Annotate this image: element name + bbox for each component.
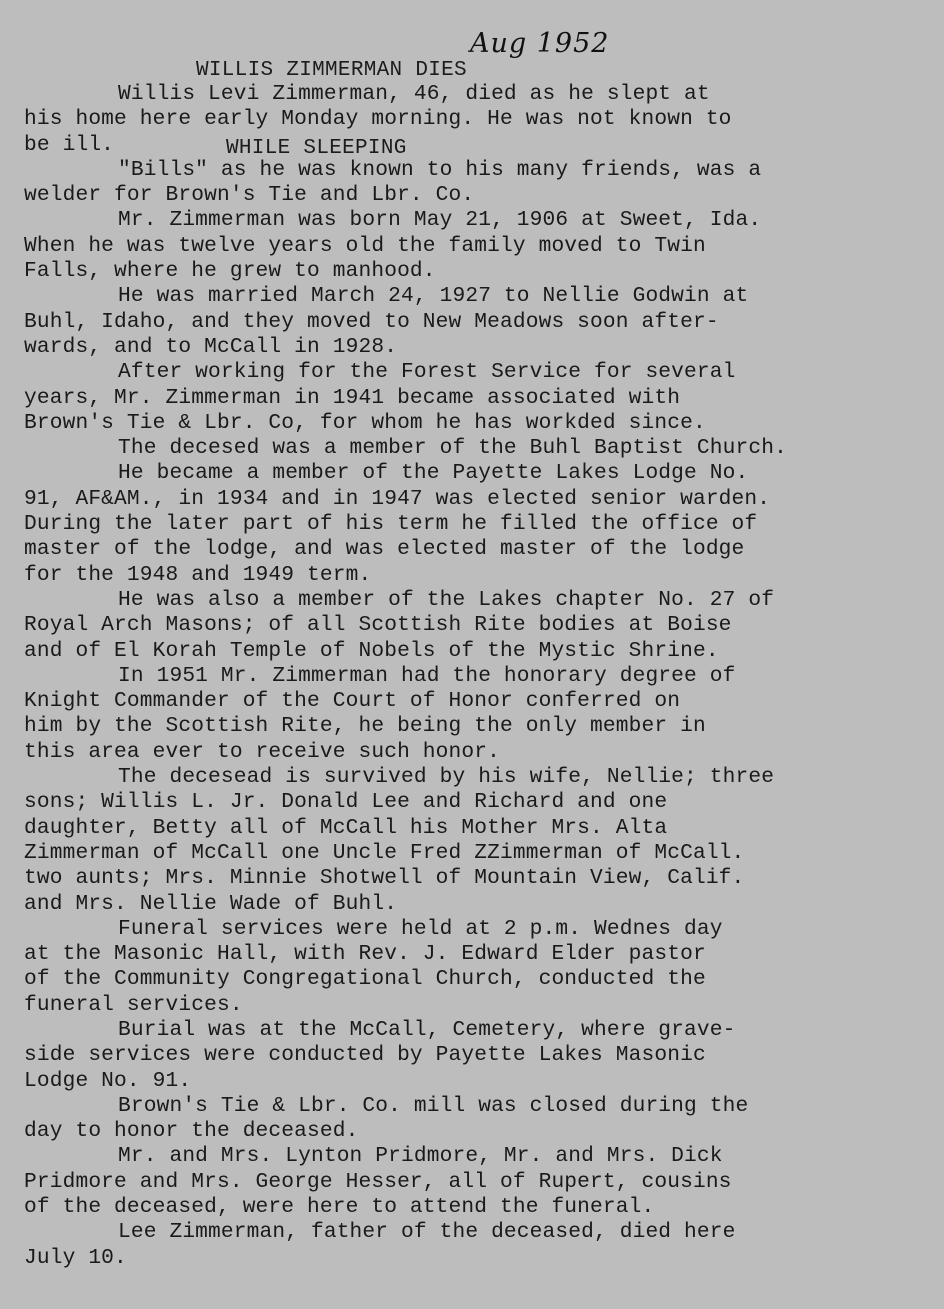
paragraph-church: The decesed was a member of the Buhl Baptist Church. xyxy=(118,436,787,461)
paragraph-mill-closed: Brown's Tie & Lbr. Co. mill was closed during the day to honor the deceased. xyxy=(24,1093,749,1144)
handwritten-date: Aug 1952 xyxy=(470,28,610,59)
paragraph-nickname: "Bills" as he was known to his many friends, was a welder for Brown's Tie and Lbr. Co. xyxy=(24,157,762,208)
paragraph-chapter: He was also a member of the Lakes chapter No. 27 of Royal Arch Masons; of all Scottish Rite bodies at Boise and of El Korah Temple of Nobels of the Mystic Shrine. xyxy=(24,587,775,663)
paragraph-death: Willis Levi Zimmerman, 46, died as he slept at his home here early Monday morning. He was not known to be ill. xyxy=(24,82,732,157)
paragraph-birth: Mr. Zimmerman was born May 21, 1906 at Sweet, Ida. When he was twelve years old the family moved to Twin Falls, where he grew to manhood. xyxy=(24,208,762,284)
paragraph-burial: Burial was at the McCall, Cemetery, where grave- side services were conducted by Payette Lakes Masonic Lodge No. 91. xyxy=(24,1017,736,1093)
paragraph-lodge: He became a member of the Payette Lakes Lodge No. 91, AF&AM., in 1934 and in 1947 was elected senior warden. During the later part of his term he filled the office of master of the lodge, and was elected master of the lodge for the 1948 and 1949 term. xyxy=(24,461,771,587)
paragraph-career: After working for the Forest Service for several years, Mr. Zimmerman in 1941 became associated with Brown's Tie & Lbr. Co, for whom he has workded since. xyxy=(24,360,736,435)
paragraph-relatives: Mr. and Mrs. Lynton Pridmore, Mr. and Mrs. Dick Pridmore and Mrs. George Hesser, all of Rupert, cousins of the deceased, were here to attend the funeral. xyxy=(24,1144,732,1220)
headline-line-1: WILLIS ZIMMERMAN DIES xyxy=(196,59,467,82)
paragraph-honor: In 1951 Mr. Zimmerman had the honorary degree of Knight Commander of the Court of Honor conferred on him by the Scottish Rite, he being the only member in this area ever to receive such honor. xyxy=(24,663,736,764)
paragraph-father: Lee Zimmerman, father of the deceased, died here July 10. xyxy=(24,1220,736,1270)
headline-line-2: WHILE SLEEPING xyxy=(226,137,407,160)
paragraph-survivors: The decesead is survived by his wife, Nellie; three sons; Willis L. Jr. Donald Lee and Richard and one daughter, Betty all of McCall his Mother Mrs. Alta Zimmerman of McCall one Uncle Fred ZZimmerman of McCall. two aunts; Mrs. Minnie Shotwell of Mountain View, Calif. and Mrs. Nellie Wade of Buhl. xyxy=(24,765,775,916)
article-body xyxy=(24,82,924,1271)
paragraph-marriage: He was married March 24, 1927 to Nellie Godwin at Buhl, Idaho, and they moved to New Meadows soon after- wards, and to McCall in 1928. xyxy=(24,284,749,359)
paragraph-funeral: Funeral services were held at 2 p.m. Wednes day at the Masonic Hall, with Rev. J. Edward Elder pastor of the Community Congregational Church, conducted the funeral services. xyxy=(24,916,723,1017)
